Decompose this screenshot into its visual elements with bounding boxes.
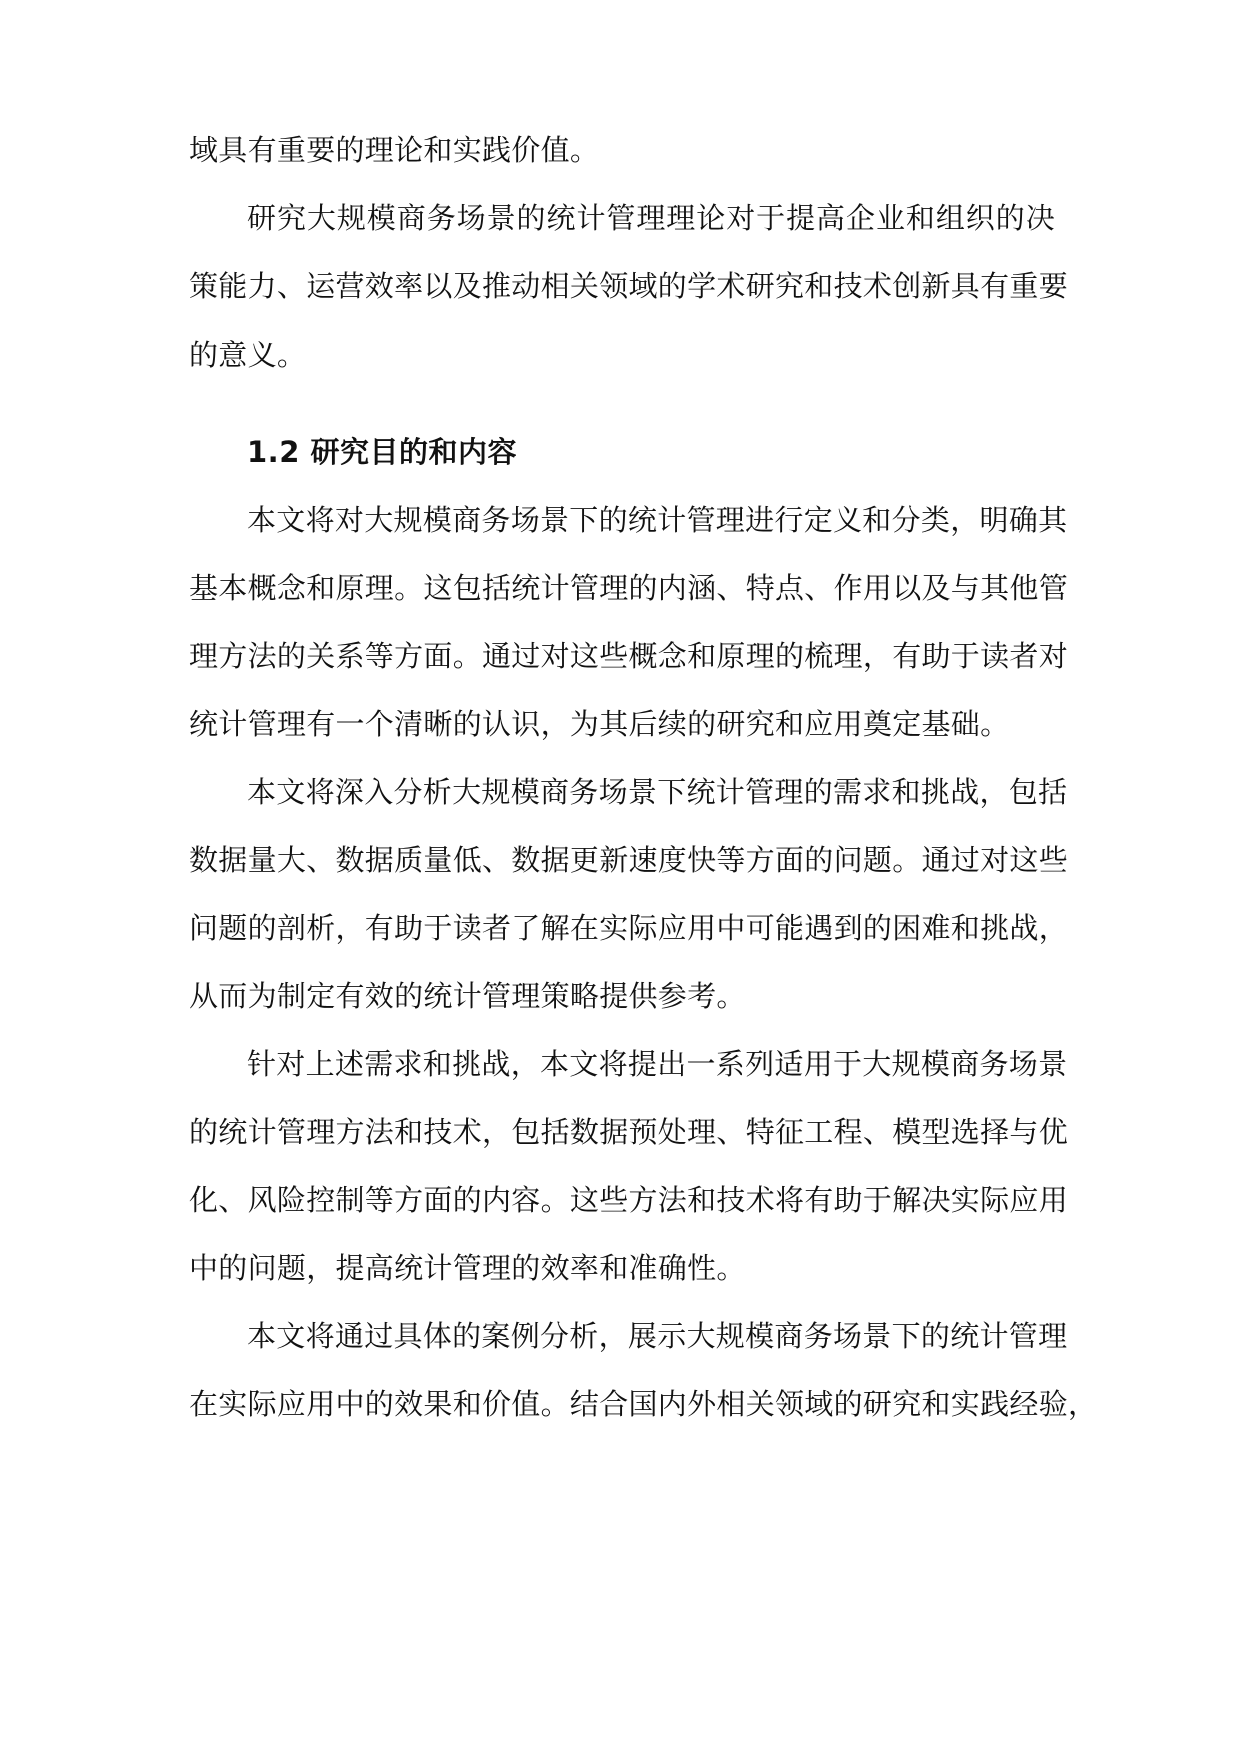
paragraph-line: 统计管理有一个清晰的认识，为其后续的研究和应用奠定基础。	[189, 707, 1010, 741]
paragraph-line: 从而为制定有效的统计管理策略提供参考。	[189, 979, 746, 1013]
paragraph-line: 针对上述需求和挑战，本文将提出一系列适用于大规模商务场景	[247, 1047, 1068, 1081]
paragraph-line: 在实际应用中的效果和价值。结合国内外相关领域的研究和实践经验，	[189, 1387, 1098, 1421]
section-heading: 1.2 研究目的和内容	[247, 435, 517, 469]
paragraph-line: 的意义。	[189, 338, 307, 372]
paragraph-line: 问题的剖析，有助于读者了解在实际应用中可能遇到的困难和挑战，	[189, 911, 1069, 945]
paragraph-line: 本文将深入分析大规模商务场景下统计管理的需求和挑战，包括	[247, 775, 1068, 809]
paragraph-line: 中的问题，提高统计管理的效率和准确性。	[189, 1251, 746, 1285]
paragraph-line: 数据量大、数据质量低、数据更新速度快等方面的问题。通过对这些	[189, 843, 1069, 877]
paragraph-line: 的统计管理方法和技术，包括数据预处理、特征工程、模型选择与优	[189, 1115, 1069, 1149]
paragraph-line: 基本概念和原理。这包括统计管理的内涵、特点、作用以及与其他管	[189, 571, 1069, 605]
document-page	[189, 0, 1098, 1754]
paragraph-line: 域具有重要的理论和实践价值。	[189, 133, 600, 167]
paragraph-line: 理方法的关系等方面。通过对这些概念和原理的梳理，有助于读者对	[189, 639, 1069, 673]
paragraph-line: 策能力、运营效率以及推动相关领域的学术研究和技术创新具有重要	[189, 269, 1069, 303]
paragraph-line: 本文将通过具体的案例分析，展示大规模商务场景下的统计管理	[247, 1319, 1068, 1353]
paragraph-line: 化、风险控制等方面的内容。这些方法和技术将有助于解决实际应用	[189, 1183, 1069, 1217]
paragraph-line: 研究大规模商务场景的统计管理理论对于提高企业和组织的决	[247, 201, 1055, 235]
paragraph-line: 本文将对大规模商务场景下的统计管理进行定义和分类，明确其	[247, 503, 1068, 537]
